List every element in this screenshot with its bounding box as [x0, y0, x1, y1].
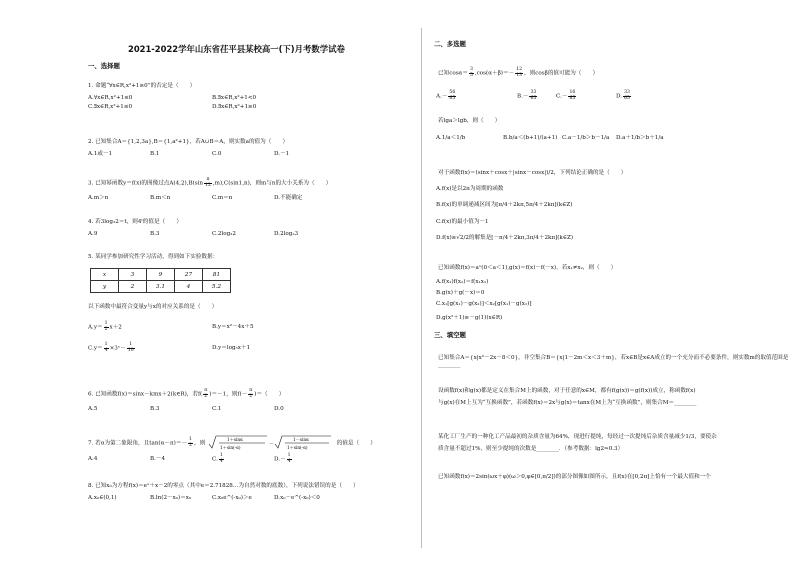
- q7d-den: 4: [287, 458, 291, 464]
- fill-question-4: 已知函数f(x)＝2sin(ωx＋φ)(ω＞0,φ∈[0,π/2])的部分图像如图所示，且f(x)在[0,2π]上恰有一个最大值和一个: [438, 474, 711, 480]
- q3-stem-fraction: [204, 178, 212, 188]
- q6-mid: )＝－1，则f(－: [209, 391, 248, 398]
- q7-den: 2: [189, 442, 192, 448]
- m1b-pre: B.－: [517, 93, 529, 100]
- table-header-x: x: [91, 269, 119, 281]
- q7-pre: 7. 若α为第二象限角，且tan(α－π)＝－: [88, 440, 188, 447]
- m1-option-a[interactable]: [436, 91, 457, 101]
- q6-option-d[interactable]: D.0: [274, 406, 284, 412]
- m1a-num: 56: [449, 90, 456, 95]
- question-1-stem: 1. 命题“∀x∈R,x²+1≥0”的否定是（ ）: [88, 83, 196, 89]
- q7-option-c[interactable]: [212, 454, 225, 464]
- q6-den: 2: [204, 393, 208, 399]
- svg-text:1＋sinα: 1＋sinα: [226, 437, 243, 442]
- table-cell: 5.2: [203, 281, 231, 293]
- q6-num-2: π: [249, 388, 253, 393]
- q3-option-b[interactable]: B.m＜n: [150, 195, 171, 201]
- m1a-fraction: [448, 91, 456, 101]
- m1-fraction: [469, 68, 474, 78]
- svg-text:1＋sin(-α): 1＋sin(-α): [219, 445, 241, 450]
- m1d-den: 65: [624, 95, 630, 101]
- q8-option-c[interactable]: C.x₀e^(-x₀)＞e: [212, 495, 252, 501]
- m4-option-c[interactable]: C.x₁[g(x₁)－g(x₂)]＜x₂[g(x₁)－g(x₂)]: [436, 301, 532, 307]
- q5c-pre: C.y＝: [88, 345, 103, 352]
- fill-question-3-line-1: 某化工厂生产的一种化工产品最初的杂质含量为64%，现进行提纯，每经过一次提纯后杂质含量减少1/3，要使杂: [438, 434, 717, 440]
- q7-option-d[interactable]: [274, 454, 293, 464]
- q5c-fraction: [104, 343, 109, 353]
- question-6-stem: [88, 389, 284, 399]
- q7-num: 1: [189, 436, 192, 442]
- multi-question-3-stem: 对于函数f(x)＝(sinx＋cosx＋|sinx－cosx|)/2，下列结论正确的是（ ）: [438, 170, 627, 176]
- m1-mid: ,cos(α＋β)＝－: [474, 70, 515, 77]
- q3-option-a[interactable]: A.m＞n: [88, 195, 109, 201]
- q3-frac-num: π: [204, 178, 212, 184]
- m1d-pre: D.: [616, 93, 623, 100]
- q3-stem-text: 3. 已知幂函数y＝f(x)的图像过点A(4,2),B(sin: [88, 180, 204, 187]
- m1c-fraction: [568, 91, 576, 101]
- q7d-pre: D.－: [274, 456, 286, 463]
- q5c-num: 1: [104, 342, 108, 347]
- m3-option-a[interactable]: A.f(x)是以2π为周期的函数: [436, 186, 504, 192]
- q7-option-a[interactable]: A.4: [88, 456, 98, 462]
- q5a-den: 2: [104, 326, 108, 332]
- q1-option-a[interactable]: A.∀x∈R,x²+1≤0: [88, 95, 133, 101]
- table-header-y: y: [91, 281, 119, 293]
- m2-option-c[interactable]: C.a－1/b＞b－1/a: [562, 135, 610, 141]
- m1b-den: 65: [530, 95, 537, 101]
- question-5-follow: 以下函数中最符合变量y与x的对应关系的是（ ）: [88, 304, 218, 310]
- m1-option-b[interactable]: [517, 91, 538, 101]
- question-2-stem: 2. 已知集合A＝{1,2,3a},B＝{1,a²+1}，若A∪B＝A，则实数a的值为（ ）: [88, 139, 289, 145]
- question-7-stem: [88, 434, 376, 452]
- multi-question-1-stem: [438, 68, 598, 78]
- q5c-num-2: 1: [127, 343, 135, 349]
- q7c-fraction: [219, 454, 224, 464]
- m1-option-c[interactable]: [556, 91, 577, 101]
- q6-tail: )＝（ ）: [254, 391, 285, 398]
- m1d-num: 33: [624, 90, 630, 95]
- m3-option-b[interactable]: B.f(x)的单调递减区间为[π/4＋2kπ,5π/4＋2kπ](k∈Z): [436, 202, 573, 208]
- svg-text:－: －: [268, 441, 274, 447]
- q5a-pre: A.y＝: [88, 324, 103, 331]
- m1-den: 5: [469, 72, 473, 78]
- q6-option-c[interactable]: C.1: [212, 406, 222, 412]
- q4-option-b[interactable]: B.3: [150, 231, 160, 237]
- table-cell: 3.1: [147, 281, 175, 293]
- m2-option-b[interactable]: B.b/a＜(b+1)/(a+1): [503, 135, 558, 141]
- table-cell: 9: [147, 269, 175, 281]
- question-5-stem: 5. 某同学参加研究性学习活动，得到如下实验数据：: [88, 254, 219, 260]
- page-title: 2021-2022学年山东省茌平县某校高一(下)月考数学试卷: [128, 44, 345, 54]
- table-cell: 3: [119, 269, 147, 281]
- m4-option-a[interactable]: A.f(x₁)f(x₂)＝f(x₁x₂): [436, 279, 489, 285]
- q6-num: π: [204, 388, 208, 393]
- m1c-pre: C.－: [556, 93, 568, 100]
- q6-option-a[interactable]: A.5: [88, 406, 98, 412]
- q1-option-d[interactable]: D.∃x∈R,x²+1≥0: [212, 104, 257, 110]
- m1b-fraction: [529, 91, 537, 101]
- fill-question-1: 已知集合A＝{x|x²－2x－8＜0}，非空集合B＝{x|1－2m＜x＜3＋m}，若x∈B是x∈A成立的一个充分而不必要条件，则实数m的取值范围是________: [438, 355, 789, 368]
- fill-question-3-line-2: 质含量不超过1%，则至少提纯的次数是________．（参考数据：lg2≈0.3）: [438, 446, 624, 452]
- table-cell: 2: [119, 281, 147, 293]
- multi-question-4-stem: 已知函数f(x)＝aˣ(0＜a＜1),g(x)＝f(x)－f(－x)，若x₁≠x₂，则（ ）: [438, 265, 617, 271]
- m1d-fraction: [623, 91, 631, 101]
- table-row-x: [91, 269, 231, 281]
- svg-text:1－sinα: 1－sinα: [292, 437, 309, 442]
- q7-fraction: [188, 438, 193, 448]
- q5-option-b[interactable]: B.y＝x²－4x＋5: [212, 324, 254, 330]
- m1c-den: 65: [569, 95, 576, 101]
- m1a-pre: A.－: [436, 93, 448, 100]
- q2-option-d[interactable]: D.－1: [274, 151, 290, 157]
- q1-option-c[interactable]: C.∃x∈R,x²+1≤0: [88, 104, 133, 110]
- section-heading-choice: 一、选择题: [88, 62, 120, 70]
- q6-fraction-2: [248, 389, 253, 399]
- q2-option-b[interactable]: B.1: [150, 151, 160, 157]
- column-divider: [421, 28, 422, 548]
- q4-option-d[interactable]: D.2log₂3: [274, 231, 299, 237]
- q5c-den-2: 10: [127, 347, 134, 353]
- q8-option-b[interactable]: B.ln(2－x₀)＝x₀: [150, 495, 192, 501]
- q4-option-a[interactable]: A.9: [88, 231, 98, 237]
- q1-option-b[interactable]: B.∃x∈R,x²+1<0: [212, 95, 257, 101]
- m1a-den: 65: [449, 95, 456, 101]
- m4-option-d[interactable]: D.g(x²＋1)≥－g(1)(x∈R): [436, 315, 503, 321]
- q7c-num: 1: [219, 453, 223, 458]
- m1-fraction-2: [515, 68, 523, 78]
- q7-mid: ，则: [193, 440, 206, 447]
- q6-den-2: 2: [249, 393, 253, 399]
- q7c-den: 4: [219, 458, 223, 464]
- m3-option-d[interactable]: D.f(x)≥√2/2的解集是[－π/4＋2kπ,3π/4＋2kπ](k∈Z): [436, 235, 574, 241]
- fill-question-2-line-1: 设函数f(x)和g(x)都是定义在集合M上的函数，对于任意的x∈M，都有f(g(x))＝g(f(x))成立，称函数f(x): [438, 388, 696, 394]
- table-cell: 27: [175, 269, 203, 281]
- q6-fraction: [203, 389, 208, 399]
- q7-option-b[interactable]: B.－4: [150, 456, 166, 462]
- section-heading-multi: 二、多选题: [434, 40, 466, 48]
- q7-radical-expression: [207, 434, 335, 452]
- q4-option-c[interactable]: C.2log₃2: [212, 231, 236, 237]
- table-cell: 4: [175, 281, 203, 293]
- m2-option-d[interactable]: D.a＋1/b＞b＋1/a: [616, 135, 664, 141]
- svg-text:1＋sin(-α): 1＋sin(-α): [286, 445, 308, 450]
- q2-option-a[interactable]: A.1或－1: [88, 151, 113, 157]
- q8-option-d[interactable]: D.x₀－e^(-x₀)＜0: [274, 495, 320, 501]
- q5-option-a[interactable]: [88, 322, 122, 332]
- q5-option-c[interactable]: [88, 343, 136, 353]
- m1-num: 3: [469, 67, 473, 72]
- q7d-num: 1: [287, 453, 291, 458]
- q5a-fraction: [104, 322, 109, 332]
- fill-question-2-line-2: 与g(x)在M上互为“互换函数”，若函数f(x)＝2x与g(x)＝tanx在M上为“互换函数”，则集合M＝________: [438, 400, 697, 406]
- q7c-pre: C.: [212, 456, 218, 463]
- m3-option-c[interactable]: C.f(x)的最小值为－1: [436, 219, 489, 225]
- m1-option-d[interactable]: [616, 91, 632, 101]
- table-row-y: [91, 281, 231, 293]
- q2-option-c[interactable]: C.0: [212, 151, 222, 157]
- q5a-num: 1: [104, 321, 108, 326]
- q8-option-a[interactable]: A.x₀∈(0,1): [88, 495, 117, 501]
- q3-frac-den: 12: [205, 182, 211, 188]
- experiment-data-table: [90, 268, 231, 293]
- section-heading-fill: 三、填空题: [434, 331, 466, 339]
- q3-option-d[interactable]: D.不能确定: [274, 195, 303, 201]
- q3-stem-tail: ,m),C(sin1,n)，则m与n的大小关系为（ ）: [212, 180, 332, 187]
- m1-pre: 已知cosα＝: [438, 70, 468, 77]
- q7d-fraction: [287, 454, 292, 464]
- q5-option-d[interactable]: D.y＝log₃x＋1: [212, 345, 251, 351]
- multi-question-2-stem: 若lga＞lgb，则（ ）: [438, 118, 501, 124]
- m1b-num: 33: [530, 90, 537, 95]
- m1c-num: 16: [569, 90, 576, 95]
- table-cell: 81: [203, 269, 231, 281]
- m1-num-2: 12: [516, 67, 523, 72]
- q7-tail: 的值是（ ）: [336, 440, 376, 447]
- q5c-fraction-2: [127, 343, 135, 353]
- q5c-mid: ×3ˣ－: [109, 345, 126, 352]
- q6-pre: 6. 已知函数f(x)＝sinx－kmx＋2(k∈R)，若f(: [88, 391, 203, 398]
- q6-option-b[interactable]: B.3: [150, 406, 160, 412]
- question-8-stem: 8. 已知x₀为方程f(x)＝eˣ＋x－2的零点（其中e＝2.71828…为自然对数的底数），下列说法错误的是（ ）: [88, 483, 359, 489]
- m1-tail: ，则cosβ的值可能为（ ）: [524, 70, 599, 77]
- m1-den-2: 13: [516, 72, 523, 78]
- question-4-stem: 4. 若3log₃2＝t，则4ᵗ的值是（ ）: [88, 219, 182, 225]
- m2-option-a[interactable]: A.1/a＜1/b: [436, 135, 466, 141]
- m4-option-b[interactable]: B.g(x)＋g(－x)＝0: [436, 290, 485, 296]
- q3-option-c[interactable]: C.m＝n: [212, 195, 233, 201]
- question-3-stem: [88, 178, 331, 188]
- q5c-den: 4: [104, 347, 108, 353]
- q5a-post: x＋2: [109, 324, 122, 331]
